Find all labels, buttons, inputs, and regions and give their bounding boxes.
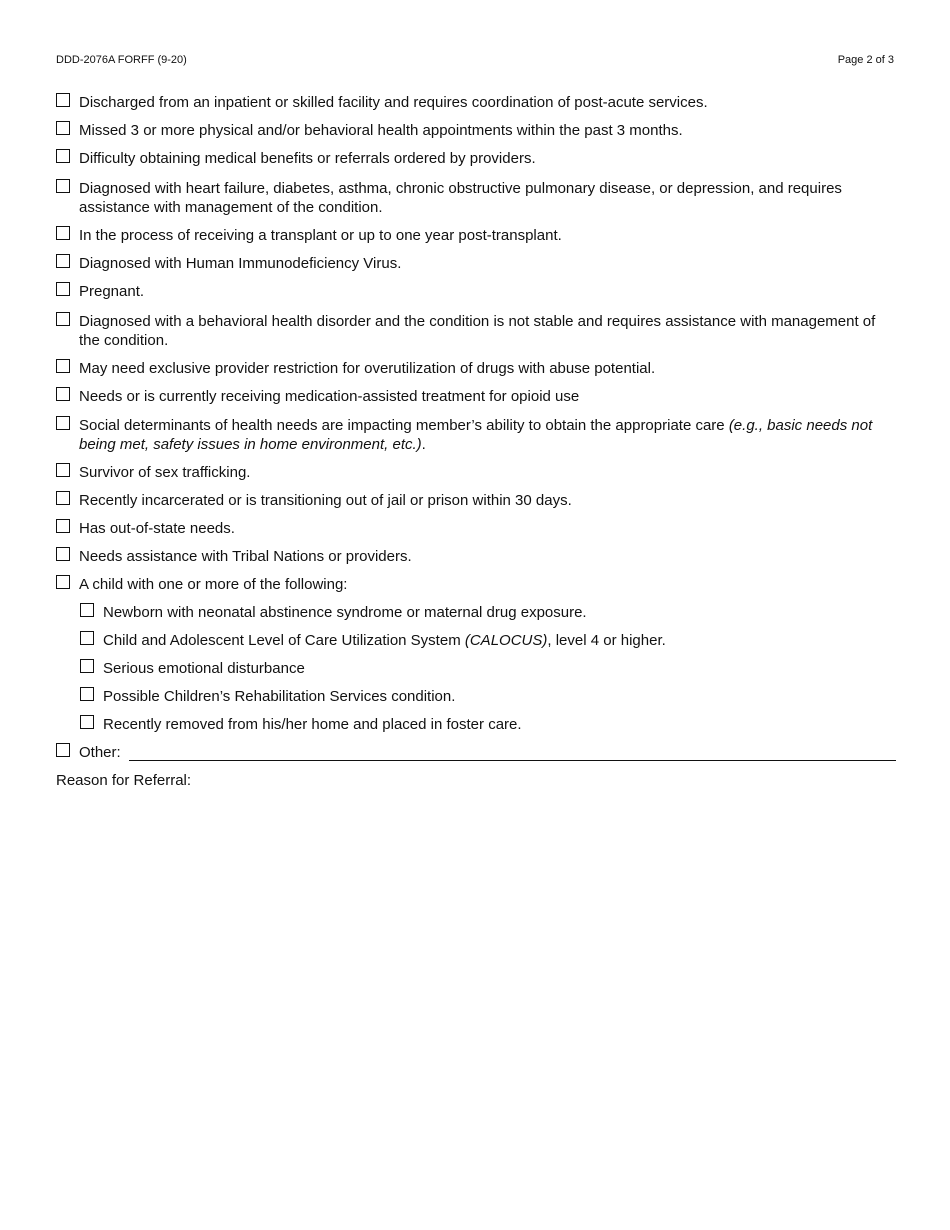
checkbox[interactable] — [56, 519, 70, 533]
criteria-item — [56, 226, 896, 245]
criteria-item — [56, 491, 896, 510]
criteria-label — [79, 93, 896, 112]
page-number: Page 2 of 3 — [837, 54, 894, 66]
criteria-trailing-text: . — [421, 436, 426, 453]
criteria-label — [79, 416, 896, 454]
checkbox[interactable] — [56, 416, 70, 430]
criteria-item — [56, 149, 896, 168]
criteria-label — [79, 359, 896, 378]
criteria-item — [56, 359, 896, 378]
criteria-label — [79, 254, 896, 273]
criteria-item — [56, 254, 896, 273]
child-criteria-item — [80, 687, 896, 706]
criteria-item — [56, 387, 896, 406]
checkbox[interactable] — [56, 491, 70, 505]
criteria-italic-text: (CALOCUS) — [464, 632, 548, 649]
checkbox[interactable] — [56, 547, 70, 561]
form-id: DDD-2076A FORFF (9-20) — [56, 54, 187, 66]
criteria-item — [56, 121, 896, 140]
criteria-text: Needs assistance with Tribal Nations or providers. — [79, 548, 412, 565]
checkbox[interactable] — [80, 687, 94, 701]
checkbox[interactable] — [80, 603, 94, 617]
criteria-label — [79, 179, 896, 217]
criteria-text: Possible Children’s Rehabilitation Services condition. — [103, 688, 456, 705]
checkbox[interactable] — [56, 254, 70, 268]
checkbox[interactable] — [56, 743, 70, 757]
criteria-label — [79, 491, 896, 510]
criteria-label — [79, 149, 896, 168]
child-criteria-item — [80, 659, 896, 678]
criteria-label — [103, 715, 896, 734]
checkbox[interactable] — [56, 463, 70, 477]
criteria-text: Serious emotional disturbance — [103, 660, 305, 677]
checkbox[interactable] — [56, 387, 70, 401]
criteria-label — [79, 226, 896, 245]
criteria-label — [103, 687, 896, 706]
criteria-trailing-text: , level 4 or higher. — [547, 632, 666, 649]
criteria-text: Social determinants of health needs are impacting member’s ability to obtain the appropriate care — [79, 417, 729, 434]
checkbox[interactable] — [56, 121, 70, 135]
criteria-text: Recently incarcerated or is transitioning out of jail or prison within 30 days. — [79, 492, 572, 509]
criteria-text: Newborn with neonatal abstinence syndrome or maternal drug exposure. — [103, 604, 587, 621]
criteria-item — [56, 93, 896, 112]
criteria-text: Needs or is currently receiving medication-assisted treatment for opioid use — [79, 388, 580, 405]
criteria-text: Difficulty obtaining medical benefits or referrals ordered by providers. — [79, 150, 536, 167]
criteria-text: Discharged from an inpatient or skilled facility and requires coordination of post-acute services. — [79, 94, 708, 111]
criteria-label — [103, 659, 896, 678]
criteria-label — [79, 575, 896, 594]
criteria-label — [103, 631, 896, 650]
checkbox[interactable] — [56, 149, 70, 163]
criteria-item — [56, 575, 896, 594]
checkbox[interactable] — [56, 179, 70, 193]
criteria-item — [56, 519, 896, 538]
checkbox[interactable] — [56, 226, 70, 240]
criteria-label — [79, 312, 896, 350]
criteria-item — [56, 282, 896, 301]
criteria-text: Child and Adolescent Level of Care Utilization System — [103, 632, 465, 649]
criteria-item — [56, 312, 896, 350]
referral-criteria-list — [56, 84, 896, 790]
criteria-text: Recently removed from his/her home and placed in foster care. — [103, 716, 522, 733]
criteria-text: May need exclusive provider restriction for overutilization of drugs with abuse potential. — [79, 360, 656, 377]
other-label: Other: — [79, 744, 121, 761]
criteria-item — [56, 463, 896, 482]
criteria-text: Diagnosed with Human Immunodeficiency Virus. — [79, 255, 402, 272]
criteria-label — [79, 282, 896, 301]
checkbox[interactable] — [80, 715, 94, 729]
checkbox[interactable] — [80, 631, 94, 645]
criteria-label — [79, 121, 896, 140]
reason-for-referral-label: Reason for Referral: — [56, 772, 192, 789]
checkbox[interactable] — [56, 359, 70, 373]
criteria-text: Has out-of-state needs. — [79, 520, 235, 537]
other-item — [56, 743, 896, 762]
criteria-text: Diagnosed with heart failure, diabetes, asthma, chronic obstructive pulmonary disease, or depression, and requires assistance with management of the condition. — [79, 180, 842, 216]
criteria-text: In the process of receiving a transplant or up to one year post-transplant. — [79, 227, 562, 244]
criteria-item — [56, 179, 896, 217]
checkbox[interactable] — [80, 659, 94, 673]
checkbox[interactable] — [56, 93, 70, 107]
child-criteria-item — [80, 631, 896, 650]
checkbox[interactable] — [56, 312, 70, 326]
child-criteria-item — [80, 715, 896, 734]
child-criteria-item — [80, 603, 896, 622]
criteria-text: Missed 3 or more physical and/or behavioral health appointments within the past 3 months. — [79, 122, 683, 139]
checkbox[interactable] — [56, 575, 70, 589]
criteria-text: Pregnant. — [79, 283, 145, 300]
other-input-line[interactable] — [129, 743, 896, 761]
criteria-italic-text: (e.g., basic needs not being met, safety issues in home environment, etc.) — [79, 417, 873, 453]
checkbox[interactable] — [56, 282, 70, 296]
criteria-label — [79, 463, 896, 482]
criteria-label — [79, 387, 896, 406]
criteria-item — [56, 416, 896, 454]
criteria-text: Diagnosed with a behavioral health disorder and the condition is not stable and requires assistance with management of the condition. — [79, 313, 876, 349]
criteria-label — [79, 547, 896, 566]
criteria-text: A child with one or more of the following: — [79, 576, 348, 593]
criteria-label — [79, 519, 896, 538]
criteria-label — [103, 603, 896, 622]
criteria-text: Survivor of sex trafficking. — [79, 464, 251, 481]
criteria-item — [56, 547, 896, 566]
